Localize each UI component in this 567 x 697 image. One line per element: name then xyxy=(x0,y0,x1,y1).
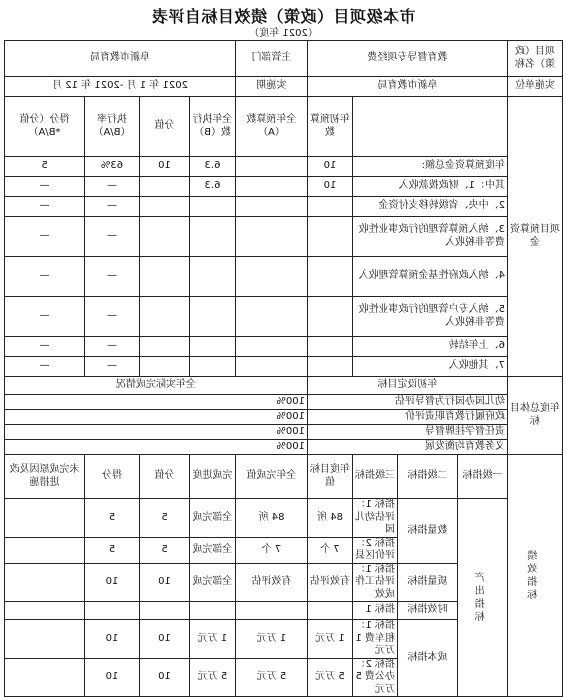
col-score-formula: 得分（分值*B/A） xyxy=(5,97,85,157)
page-title: 市本级项目（政策）绩效目标自评表 xyxy=(151,7,416,26)
indicator-row: 指标 2：评价区县 7 个 7 个 全部完成 5 5 xyxy=(5,537,563,563)
supervisor-value: 阜新市教育局 xyxy=(5,41,236,77)
project-name: 教育督导专项经费 xyxy=(308,41,508,77)
col-full-year-exec: 全年执行数（B） xyxy=(190,97,236,157)
impl-period-value: 2021 年 1 月 -2021 年 12 月 xyxy=(5,77,236,97)
label-goal-set: 年初设定目标 xyxy=(308,377,508,395)
label-impl-period: 实施期 xyxy=(236,77,308,97)
indicator-row: 质量指标 指标 1：评估工作成效 有效评估 有效评估 全部完成 10 10 xyxy=(5,563,563,602)
indicator-row: 成本指标 指标 1：租车费 1 万元 1 万元 1 万元 1 万元 10 10 xyxy=(5,620,563,659)
budget-row: 2、中央、省级转移支付资金 — — xyxy=(5,197,563,217)
col-exec-rate: 执行率（B/A） xyxy=(85,97,140,157)
col-full-year-done: 全年完成值 xyxy=(236,455,308,499)
indicator-row: 时效指标 指标 1 xyxy=(5,602,563,620)
col-annual-target: 年度目标值 xyxy=(308,455,353,499)
budget-row: 7、其他收入 — — xyxy=(5,357,563,377)
label-goal-section: 年度总体目标 xyxy=(508,377,563,455)
budget-row: 4、纳入政府性基金预算管理收入 — — xyxy=(5,257,563,297)
col-reason: 未完成原因及改进措施 xyxy=(5,455,85,499)
label-project-name: 项目（政策）名称 xyxy=(508,41,563,77)
col-annual-budget: 年初预算数 xyxy=(308,97,353,157)
year-label: （2021 年度） xyxy=(249,28,318,39)
col-level1: 一级指标 xyxy=(458,455,508,499)
col-level2: 二级指标 xyxy=(398,455,458,499)
goal-row: 幼儿园办园行为督导评估 100% xyxy=(5,395,563,410)
col-level3: 三级指标 xyxy=(353,455,398,499)
impl-unit-value: 阜新市教育局 xyxy=(308,77,508,97)
indicator-row: 指标 2：办公费 5 万元 5 万元 5 万元 5 万元 10 10 xyxy=(5,658,563,697)
col-weight: 分值 xyxy=(140,455,190,499)
self-evaluation-table xyxy=(4,40,563,697)
indicator-row: 产出指标 数量指标 指标 1：评估幼儿园 84 所 84 所 全部完成 5 5 xyxy=(5,499,563,538)
budget-row: 6、上年结转 — — xyxy=(5,337,563,357)
label-perf-section: 绩效指标 xyxy=(508,455,563,697)
budget-row: 3、纳入预算管理的行政事业性收费等非税收入 — — xyxy=(5,217,563,257)
goal-row: 责任督学挂牌督导 100% xyxy=(5,425,563,440)
budget-row: 年度预算资金总额: 10 6.3 10 63% 5 xyxy=(5,157,563,177)
budget-row: 其中：1、财政拨款收入 10 6.3 — — xyxy=(5,177,563,197)
label-goal-done: 全年实际完成情况 xyxy=(5,377,308,395)
budget-row: 5、纳入专户管理的行政事业性收费等非税收入 — — xyxy=(5,297,563,337)
col-progress: 完成进度 xyxy=(190,455,236,499)
goal-row: 政府履行教育职责评价 100% xyxy=(5,410,563,425)
label-budget-section: 项目预算资金 xyxy=(508,97,563,377)
col-score-weight: 分值 xyxy=(140,97,190,157)
goal-row: 义务教育均衡发展 100% xyxy=(5,440,563,455)
col-full-year-budget: 全年预算数（A） xyxy=(236,97,308,157)
label-output-indicator: 产出指标 xyxy=(458,499,508,697)
label-supervisor: 主管部门 xyxy=(236,41,308,77)
label-impl-unit: 实施单位 xyxy=(508,77,563,97)
col-score: 得分 xyxy=(85,455,140,499)
